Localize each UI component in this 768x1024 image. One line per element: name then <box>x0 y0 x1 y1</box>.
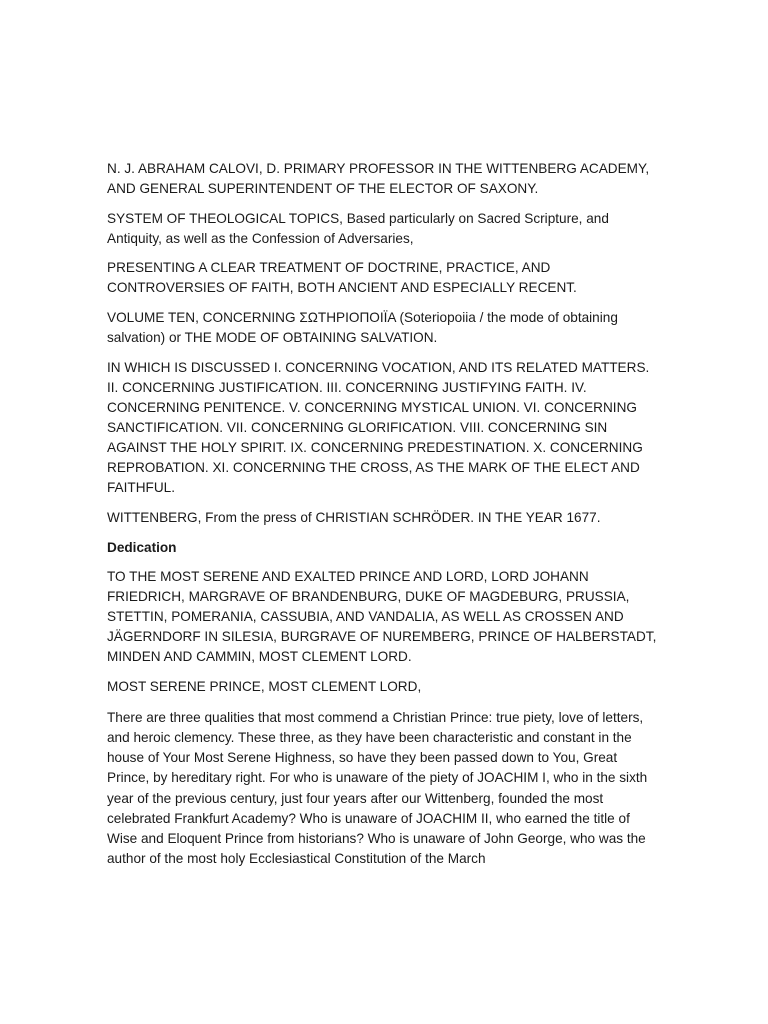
document-page <box>107 159 663 878</box>
dedication-address: TO THE MOST SERENE AND EXALTED PRINCE AND LORD, LORD JOHANN FRIEDRICH, MARGRAVE OF BRANDENBURG, DUKE OF MAGDEBURG, PRUSSIA, STETTIN, POMERANIA, CASSUBIA, AND VANDALIA, AS WELL AS CROSSEN AND JÄGERNDORF IN SILESIA, BURGRAVE OF NUREMBERG, PRINCE OF HALBERSTADT, MINDEN AND CAMMIN, MOST CLEMENT LORD. <box>107 569 657 665</box>
dedication-heading: Dedication <box>107 539 177 555</box>
imprint-line: WITTENBERG, From the press of CHRISTIAN SCHRÖDER. IN THE YEAR 1677. <box>107 509 601 525</box>
work-title: SYSTEM OF THEOLOGICAL TOPICS, Based particularly on Sacred Scripture, and Antiquity, as well as the Confession of Adversaries, <box>107 210 609 246</box>
salutation: MOST SERENE PRINCE, MOST CLEMENT LORD, <box>107 679 422 695</box>
body-paragraph: There are three qualities that most commend a Christian Prince: true piety, love of letters, and heroic clemency. These three, as they have been characteristic and constant in the house of Your Most Serene Highness, so have they been passed down to You, Great Prince, by hereditary right. For who is unaware of the piety of JOACHIM I, who in the sixth year of the previous century, just four years after our Wittenberg, founded the most celebrated Frankfurt Academy? Who is unaware of JOACHIM II, who earned the title of Wise and Eloquent Prince from historians? Who is unaware of John George, who was the author of the most holy Ecclesiastical Constitution of the March <box>107 710 648 866</box>
contents-summary: IN WHICH IS DISCUSSED I. CONCERNING VOCATION, AND ITS RELATED MATTERS. II. CONCERNING JUSTIFICATION. III. CONCERNING JUSTIFYING FAITH. IV. CONCERNING PENITENCE. V. CONCERNING MYSTICAL UNION. VI. CONCERNING SANCTIFICATION. VII. CONCERNING GLORIFICATION. VIII. CONCERNING SIN AGAINST THE HOLY SPIRIT. IX. CONCERNING PREDESTINATION. X. CONCERNING REPROBATION. XI. CONCERNING THE CROSS, AS THE MARK OF THE ELECT AND FAITHFUL. <box>107 359 650 496</box>
author-line: N. J. ABRAHAM CALOVI, D. PRIMARY PROFESSOR IN THE WITTENBERG ACADEMY, AND GENERAL SUPERINTENDENT OF THE ELECTOR OF SAXONY. <box>107 161 650 197</box>
volume-title: VOLUME TEN, CONCERNING ΣΩΤΗΡΙΟΠΟΙΪΑ (Soteriopoiia / the mode of obtaining salvation) or THE MODE OF OBTAINING SALVATION. <box>107 310 618 346</box>
work-subtitle: PRESENTING A CLEAR TREATMENT OF DOCTRINE, PRACTICE, AND CONTROVERSIES OF FAITH, BOTH ANCIENT AND ESPECIALLY RECENT. <box>107 260 577 296</box>
